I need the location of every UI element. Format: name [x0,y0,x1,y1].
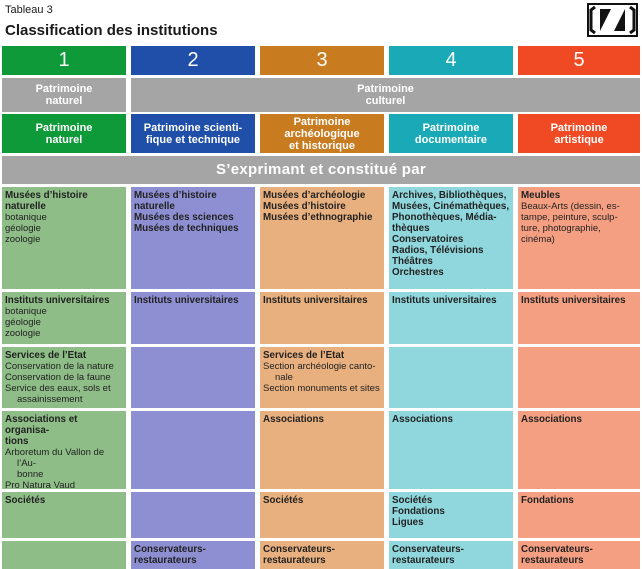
patrimoine-naturel-label: Patrimoine naturel [2,78,126,112]
table-cell [2,292,126,344]
cell-item: Arboretum du Vallon de l’Au- bonne [5,447,105,480]
cell-heading: Instituts universitaires [5,295,110,306]
column-number-1: 1 [2,46,126,75]
cell-heading: Associations [521,414,582,425]
cell-heading: Conservateurs- restaurateurs [521,544,593,566]
table-cell [389,492,513,538]
cell-heading: Conservateurs- restaurateurs [134,544,206,566]
domain-label-4: Patrimoine documentaire [389,114,513,153]
table-cell [389,541,513,569]
table-cell [518,492,640,538]
page-title: Classification des institutions [5,22,218,39]
cell-heading: Associations [392,414,453,425]
domain-label-5: Patrimoine artistique [518,114,640,153]
cell-item: géologie [5,223,41,234]
cell-heading: Archives, Bibliothèques, Musées, Cinémathèques, Phonothèques, Média- thèques Conservatoires Radios, Télévisions Théâtres Orchestres [392,190,510,278]
domain-label-2: Patrimoine scienti- fique et technique [131,114,255,153]
table-cell [260,187,384,289]
cell-heading: Services de l’Etat [5,350,87,361]
cell-item: Beaux-Arts (dessin, es- tampe, peinture, sculp- ture, photographie, cinéma) [521,201,620,245]
domain-label-3: Patrimoine archéologique et historique [260,114,384,153]
cell-heading: Sociétés [263,495,304,506]
cell-item: Conservation de la faune [5,372,111,383]
table-cell [260,541,384,569]
table-cell [389,347,513,408]
table-cell [389,411,513,489]
cell-item: Pro Natura Vaud [5,480,76,489]
table-cell [2,347,126,408]
column-number-5: 5 [518,46,640,75]
table-label: Tableau 3 [5,4,53,16]
cell-item: Conservation de la nature [5,361,114,372]
cell-item: Section archéologie canto- nale [263,361,376,383]
column-number-4: 4 [389,46,513,75]
table-cell [260,411,384,489]
column-number-2: 2 [131,46,255,75]
cell-heading: Conservateurs- restaurateurs [392,544,464,566]
cell-heading: Fondations [521,495,574,506]
logo-icon [587,3,638,37]
cell-heading: Sociétés [5,495,46,506]
cell-item: botanique [5,212,47,223]
table-cell [2,411,126,489]
table-cell [260,492,384,538]
cell-heading: Instituts universitaires [521,295,626,306]
table-cell [2,187,126,289]
cell-heading: Associations et organisa- tions [5,414,78,447]
cell-heading: Meubles [521,190,561,201]
cell-item: zoologie [5,328,41,339]
table-cell [2,541,126,569]
cell-heading: Instituts universitaires [392,295,497,306]
cell-heading: Musées d’histoire naturelle [5,190,88,212]
table-cell [260,347,384,408]
cell-heading: Sociétés Fondations Ligues [392,495,445,528]
cell-item: géologie [5,317,41,328]
table-cell [131,187,255,289]
table-cell [518,411,640,489]
table-cell [131,347,255,408]
table-cell [518,292,640,344]
table-cell [389,187,513,289]
cell-item: zoologie [5,234,41,245]
domain-label-1: Patrimoine naturel [2,114,126,153]
table-cell [131,541,255,569]
cell-heading: Instituts universitaires [263,295,368,306]
cell-heading: Associations [263,414,324,425]
table-cell [131,411,255,489]
table-cell [131,292,255,344]
table-cell [131,492,255,538]
table-cell [518,541,640,569]
column-number-3: 3 [260,46,384,75]
cell-heading: Musées d’histoire naturelle Musées des sciences Musées de techniques [134,190,239,234]
cell-heading: Conservateurs- restaurateurs [263,544,335,566]
cell-heading: Services de l’Etat [263,350,345,361]
cell-item: botanique [5,306,47,317]
cell-item: Section monuments et sites [263,383,380,394]
table-cell [260,292,384,344]
patrimoine-culturel-label: Patrimoine culturel [131,78,640,112]
table-cell [2,492,126,538]
table-cell [389,292,513,344]
cell-heading: Musées d’archéologie Musées d’histoire Musées d’ethnographie [263,190,373,223]
cell-heading: Instituts universitaires [134,295,239,306]
cell-item: Service des eaux, sols et assainissement [5,383,111,405]
section-banner: S’exprimant et constitué par [2,156,640,184]
table-cell [518,347,640,408]
table-cell [518,187,640,289]
